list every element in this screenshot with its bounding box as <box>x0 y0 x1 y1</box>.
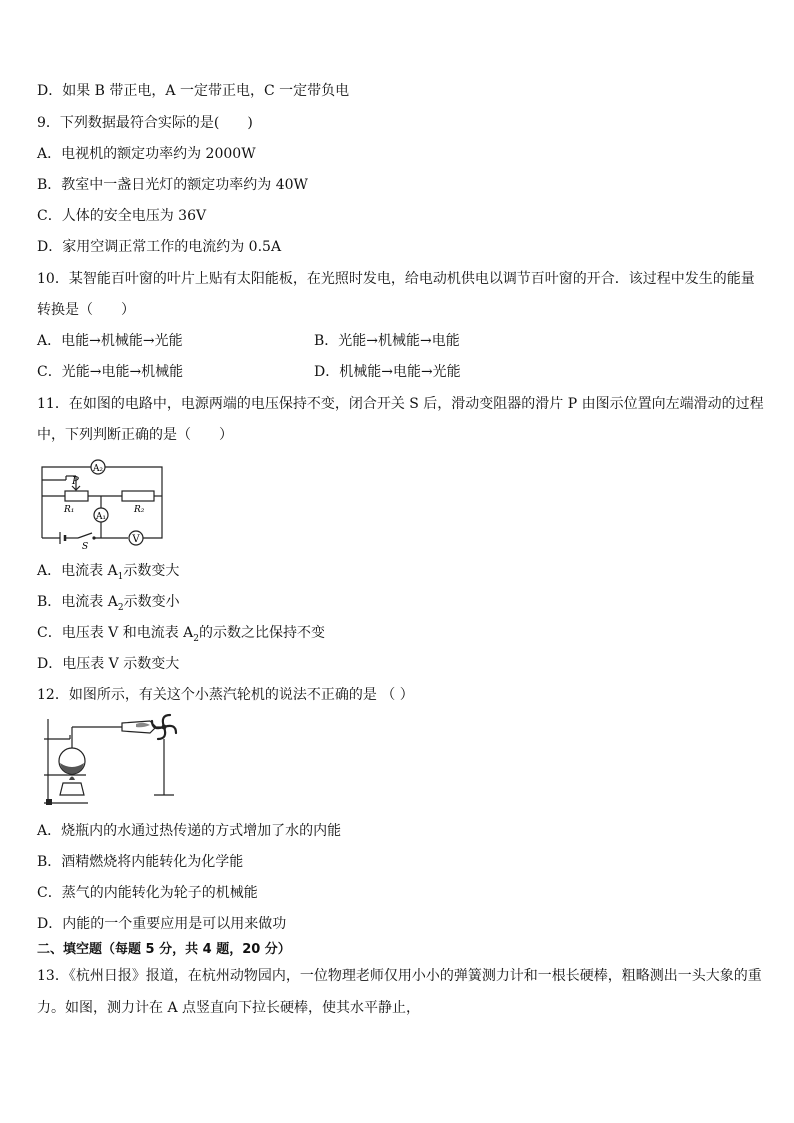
q12-option-b: B．酒精燃烧将内能转化为化学能 <box>37 854 244 870</box>
resistor-r2-label: R₂ <box>134 505 145 515</box>
q12-stem: 12．如图所示，有关这个小蒸汽轮机的说法不正确的是 （ ） <box>37 687 414 703</box>
q10-option-b: B．光能→机械能→电能 <box>314 333 460 349</box>
q12-option-d: D．内能的一个重要应用是可以用来做功 <box>37 916 287 932</box>
q9-option-c: C．人体的安全电压为 36V <box>37 208 207 224</box>
slider-p-label: P <box>72 476 79 487</box>
voltmeter-label: V <box>132 534 140 545</box>
steam-turbine-figure <box>40 713 190 807</box>
q10-stem-line2: 转换是（ ） <box>37 302 135 318</box>
q11-option-c: C．电压表 V 和电流表 $A_2$的示数之比保持不变 <box>37 625 326 644</box>
q8-option-d: D．如果 B 带正电，A 一定带正电，C 一定带负电 <box>37 83 350 99</box>
q10-stem-line1: 10．某智能百叶窗的叶片上贴有太阳能板，在光照时发电，给电动机供电以调节百叶窗的开合．该过程中发生的能量 <box>37 271 755 287</box>
q11-stem-line2: 中，下列判断正确的是（ ） <box>37 427 233 443</box>
q13-stem-line2: 力。如图，测力计在 A 点竖直向下拉长硬棒，使其水平静止， <box>37 1000 421 1016</box>
q11-option-b: B．电流表 $A_2$示数变小 <box>37 594 180 613</box>
ammeter-a2-label: A₂ <box>92 464 104 474</box>
q11-option-a: A．电流表 $A_1$示数变大 <box>37 563 180 582</box>
switch-s-label: S <box>82 542 89 550</box>
q12-option-c: C．蒸气的内能转化为轮子的机械能 <box>37 885 258 901</box>
q10-option-d: D．机械能→电能→光能 <box>314 364 461 380</box>
q13-stem-line1: 13．《杭州日报》报道，在杭州动物园内，一位物理老师仅用小小的弹簧测力计和一根长硬棒，粗略测出一头大象的重 <box>37 968 762 984</box>
q11-stem-line1: 11．在如图的电路中，电源两端的电压保持不变，闭合开关 S 后，滑动变阻器的滑片 P 由图示位置向左端滑动的过程 <box>37 396 764 412</box>
q10-option-c: C．光能→电能→机械能 <box>37 364 184 380</box>
ammeter-a1-label: A₁ <box>95 512 107 522</box>
resistor-r1-label: R₁ <box>64 505 75 515</box>
section-heading-fill-in: 二、填空题（每题 5 分，共 4 题，20 分） <box>37 942 291 957</box>
q9-option-b: B．教室中一盏日光灯的额定功率约为 40W <box>37 177 308 193</box>
q9-option-a: A．电视机的额定功率约为 2000W <box>37 146 256 162</box>
q12-option-a: A．烧瓶内的水通过热传递的方式增加了水的内能 <box>37 823 342 839</box>
q11-option-d: D．电压表 V 示数变大 <box>37 656 180 672</box>
q9-stem: 9．下列数据最符合实际的是( ) <box>37 115 253 131</box>
circuit-diagram <box>38 456 164 550</box>
q9-option-d: D．家用空调正常工作的电流约为 0.5A <box>37 239 282 255</box>
q10-option-a: A．电能→机械能→光能 <box>37 333 183 349</box>
